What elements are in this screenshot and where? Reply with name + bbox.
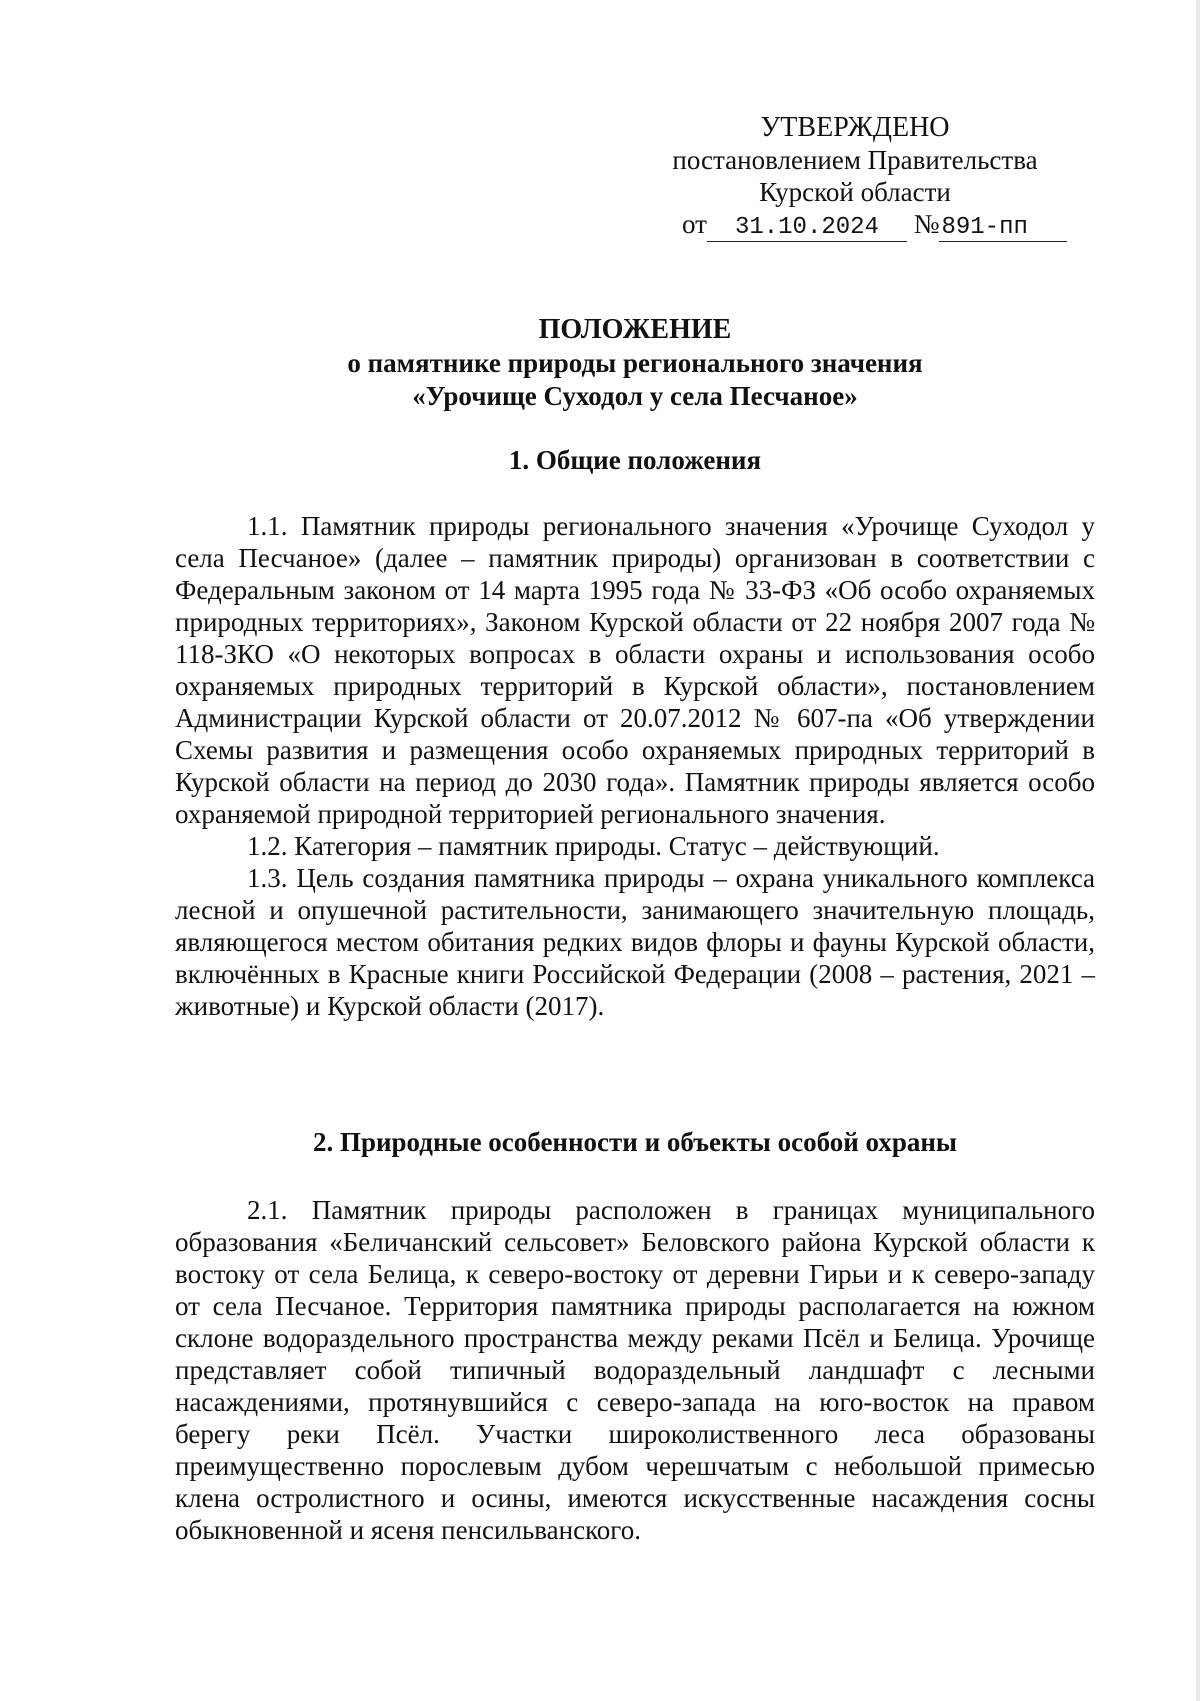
date-prefix: от: [682, 209, 707, 239]
approval-number-field: 891-пп: [939, 215, 1067, 242]
paragraph-1-1: 1.1. Памятник природы регионального значения «Урочище Суходол у села Песчаное» (далее – памятник природы) организован в соответствии с Федеральным законом от 14 марта 1995 года № 33-ФЗ «Об особо охраняемых природных территориях», Законом Курской области от 22 ноября 2007 года № 118-ЗКО «О некоторых вопросах в области охраны и использования особо охраняемых природных территорий в Курской области», постановлением Администрации Курской области от 20.07.2012 № 607-па «Об утверждении Схемы развития и размещения особо охраняемых природных территорий в Курской области на период до 2030 года». Памятник природы является особо охраняемой природной территорией регионального значения.: [175, 511, 1095, 829]
approval-date-field: 31.10.2024: [707, 215, 907, 242]
number-prefix: №: [913, 209, 940, 239]
approval-line-2: Курской области: [759, 177, 951, 207]
approval-line-1: постановлением Правительства: [672, 145, 1038, 175]
paragraph-1-2: 1.2. Категория – памятник природы. Статус – действующий.: [247, 831, 940, 861]
document-subtitle-2: «Урочище Суходол у села Песчаное»: [412, 381, 858, 411]
section-1-body: [175, 510, 1095, 1022]
document-title: ПОЛОЖЕНИЕ: [538, 314, 732, 345]
scan-edge: [1196, 0, 1200, 1701]
section-2-body: [175, 1194, 1095, 1546]
approval-date-line: [640, 208, 1070, 242]
paragraph-1-3: 1.3. Цель создания памятника природы – охрана уникального комплекса лесной и опушечной растительности, занимающего значительную площадь, являющегося местом обитания редких видов флоры и фауны Курской области, включённых в Красные книги Российской Федерации (2008 – растения, 2021 – животные) и Курской области (2017).: [175, 863, 1095, 1021]
approval-stamp: [640, 112, 1070, 242]
section-2-title: 2. Природные особенности и объекты особой охраны: [312, 1127, 958, 1157]
paragraph-2-1: 2.1. Памятник природы расположен в границах муниципального образования «Беличанский сельсовет» Беловского района Курской области к востоку от села Белица, к северо-востоку от деревни Гирьи и к северо-западу от села Песчаное. Территория памятника природы располагается на южном склоне водораздельного пространства между реками Псёл и Белица. Урочище представляет собой типичный водораздельный ландшафт с лесными насаждениями, протянувшийся с северо-запада на юго-восток на правом берегу реки Псёл. Участки широколиственного леса образованы преимущественно порослевым дубом черешчатым с небольшой примесью клена остролистного и осины, имеются искусственные насаждения сосны обыкновенной и ясеня пенсильванского.: [175, 1195, 1095, 1545]
document-subtitle-1: о памятнике природы регионального значения: [347, 348, 923, 378]
approval-title: УТВЕРЖДЕНО: [760, 112, 950, 143]
section-1-title: 1. Общие положения: [508, 445, 762, 475]
